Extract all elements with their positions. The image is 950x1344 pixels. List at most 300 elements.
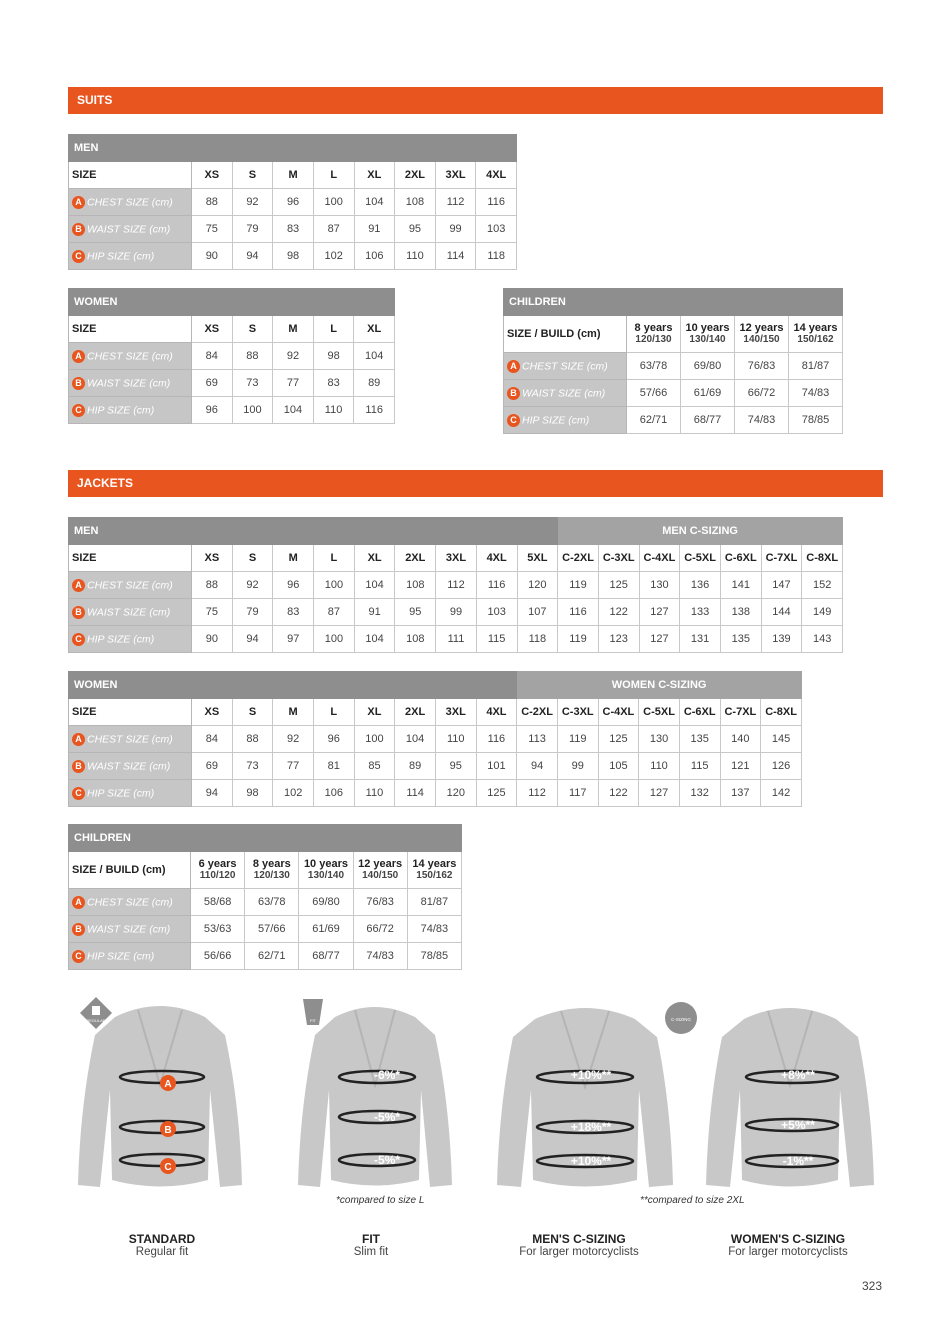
value-cell: 57/66 <box>627 380 681 407</box>
value-cell: 125 <box>598 726 639 753</box>
value-cell: 127 <box>639 599 680 626</box>
size-cell: C-2XL <box>517 699 558 726</box>
measure-text: HIP SIZE (cm) <box>87 403 155 416</box>
table-row-chest <box>69 189 517 216</box>
size-cell: C-2XL <box>558 545 599 572</box>
value-cell: 115 <box>679 753 720 780</box>
badge-a: A <box>164 1079 172 1090</box>
size-cell: L <box>313 699 354 726</box>
value-cell: 106 <box>354 243 395 270</box>
menc-waist-pct: +18%** <box>570 1120 612 1134</box>
value-cell: 104 <box>354 343 395 370</box>
value-cell: 104 <box>273 397 314 424</box>
measure-label-c <box>69 943 191 970</box>
table-title: CHILDREN <box>504 289 843 316</box>
badge-b: B <box>507 387 520 400</box>
size-cell: XS <box>192 699 233 726</box>
value-cell: 132 <box>679 780 720 807</box>
measure-text: HIP SIZE (cm) <box>87 786 155 799</box>
value-cell: 118 <box>476 243 517 270</box>
value-cell: 99 <box>435 216 476 243</box>
value-cell: 147 <box>761 572 802 599</box>
size-label: SIZE <box>69 699 192 726</box>
value-cell: 91 <box>354 599 395 626</box>
caption-subtitle: For larger motorcyclists <box>728 1246 848 1258</box>
measure-text: HIP SIZE (cm) <box>87 949 155 962</box>
value-cell: 100 <box>232 397 273 424</box>
measure-label-c <box>504 407 627 434</box>
value-cell: 118 <box>517 626 558 653</box>
value-cell: 115 <box>476 626 517 653</box>
value-cell: 130 <box>639 726 680 753</box>
size-cell: 3XL <box>436 545 477 572</box>
value-cell: 103 <box>476 216 517 243</box>
caption-men-c-sizing <box>479 1232 679 1258</box>
value-cell: 104 <box>354 626 395 653</box>
fit-waist-pct: -5%* <box>373 1110 401 1124</box>
jackets-women-table <box>68 671 802 807</box>
value-cell: 145 <box>761 726 802 753</box>
caption-title: STANDARD <box>128 1232 196 1246</box>
badge-b: B <box>72 223 85 236</box>
table-row-hip <box>69 943 462 970</box>
value-cell: 92 <box>273 726 314 753</box>
size-row <box>69 545 843 572</box>
measure-label-c <box>69 626 192 653</box>
table-row-waist <box>69 916 462 943</box>
value-cell: 110 <box>313 397 354 424</box>
badge-c: C <box>507 414 520 427</box>
jacket-fit-figure <box>275 995 475 1195</box>
size-cell: L <box>314 545 355 572</box>
value-cell: 81 <box>313 753 354 780</box>
value-cell: 110 <box>395 243 436 270</box>
jacket-standard-figure <box>60 995 260 1195</box>
value-cell: 75 <box>192 216 233 243</box>
value-cell: 144 <box>761 599 802 626</box>
value-cell: 85 <box>354 753 395 780</box>
value-cell: 119 <box>558 626 599 653</box>
value-cell: 122 <box>598 780 639 807</box>
measure-label-c <box>69 397 192 424</box>
value-cell: 108 <box>395 189 436 216</box>
measure-text: CHEST SIZE (cm) <box>87 195 173 208</box>
table-row-chest <box>69 889 462 916</box>
measure-label-a <box>69 343 192 370</box>
table-row-hip <box>504 407 843 434</box>
measure-label-c <box>69 243 192 270</box>
measure-text: WAIST SIZE (cm) <box>522 386 606 399</box>
size-cell: M <box>273 699 314 726</box>
measure-text: WAIST SIZE (cm) <box>87 222 171 235</box>
section-header-jackets: JACKETS <box>68 470 883 497</box>
measure-text: WAIST SIZE (cm) <box>87 605 171 618</box>
value-cell: 143 <box>802 626 843 653</box>
size-cell: XS <box>192 545 233 572</box>
value-cell: 94 <box>192 780 233 807</box>
value-cell: 100 <box>354 726 395 753</box>
measure-text: CHEST SIZE (cm) <box>87 895 173 908</box>
womenc-chest-pct: +8%** <box>781 1068 815 1082</box>
value-cell: 120 <box>517 572 558 599</box>
value-cell: 138 <box>720 599 761 626</box>
page-number: 323 <box>861 1279 882 1293</box>
value-cell: 105 <box>598 753 639 780</box>
age-cell <box>735 316 789 353</box>
value-cell: 95 <box>435 753 476 780</box>
size-cell: S <box>232 699 273 726</box>
measure-text: HIP SIZE (cm) <box>87 249 155 262</box>
value-cell: 137 <box>720 780 761 807</box>
value-cell: 56/66 <box>191 943 245 970</box>
value-cell: 114 <box>435 243 476 270</box>
size-cell: 2XL <box>395 699 436 726</box>
value-cell: 88 <box>232 726 273 753</box>
value-cell: 90 <box>192 243 233 270</box>
value-cell: 121 <box>720 753 761 780</box>
value-cell: 110 <box>639 753 680 780</box>
table-title: WOMEN <box>69 289 395 316</box>
size-cell: C-7XL <box>720 699 761 726</box>
table-title: CHILDREN <box>69 825 462 852</box>
value-cell: 101 <box>476 753 517 780</box>
value-cell: 89 <box>354 370 395 397</box>
measure-label-a <box>69 572 192 599</box>
size-cell: XS <box>192 316 233 343</box>
value-cell: 88 <box>192 189 233 216</box>
value-cell: 126 <box>761 753 802 780</box>
table-title-row <box>504 289 843 316</box>
measure-label-a <box>504 353 627 380</box>
measure-label-b <box>69 753 192 780</box>
value-cell: 99 <box>436 599 477 626</box>
build-label: 130/140 <box>689 334 726 345</box>
size-row <box>504 316 843 353</box>
table-row-waist <box>69 753 802 780</box>
value-cell: 94 <box>232 626 273 653</box>
jacket-women-c-figure <box>690 995 890 1195</box>
badge-c: C <box>72 250 85 263</box>
measure-label-b <box>504 380 627 407</box>
value-cell: 78/85 <box>789 407 843 434</box>
value-cell: 108 <box>395 626 436 653</box>
caption-subtitle: Slim fit <box>353 1246 389 1258</box>
value-cell: 81/87 <box>789 353 843 380</box>
table-title: MEN <box>69 518 558 545</box>
value-cell: 77 <box>273 370 314 397</box>
value-cell: 87 <box>314 599 355 626</box>
age-cell <box>299 852 353 889</box>
value-cell: 131 <box>680 626 721 653</box>
table-row-chest <box>504 353 843 380</box>
value-cell: 62/71 <box>627 407 681 434</box>
value-cell: 66/72 <box>353 916 407 943</box>
badge-a: A <box>72 196 85 209</box>
value-cell: 98 <box>273 243 314 270</box>
measure-text: WAIST SIZE (cm) <box>87 922 171 935</box>
value-cell: 75 <box>192 599 233 626</box>
build-label: 110/120 <box>199 870 236 881</box>
value-cell: 127 <box>639 780 680 807</box>
size-cell: C-5XL <box>680 545 721 572</box>
value-cell: 102 <box>273 780 314 807</box>
measure-label-a <box>69 726 192 753</box>
age-label: 12 years <box>358 858 403 870</box>
table-title-row <box>69 672 802 699</box>
value-cell: 68/77 <box>681 407 735 434</box>
jackets-men-table <box>68 517 843 653</box>
size-cell: S <box>232 545 273 572</box>
table-title-row <box>69 135 517 162</box>
size-cell: M <box>273 316 314 343</box>
value-cell: 95 <box>395 599 436 626</box>
size-cell: C-3XL <box>557 699 598 726</box>
value-cell: 88 <box>232 343 273 370</box>
age-label: 6 years <box>198 858 237 870</box>
size-cell: 2XL <box>395 162 436 189</box>
value-cell: 125 <box>598 572 639 599</box>
value-cell: 73 <box>232 753 273 780</box>
table-row-chest <box>69 726 802 753</box>
build-label: 140/150 <box>743 334 780 345</box>
value-cell: 74/83 <box>407 916 461 943</box>
value-cell: 104 <box>354 189 395 216</box>
value-cell: 69/80 <box>299 889 353 916</box>
size-cell: S <box>232 316 273 343</box>
value-cell: 69 <box>192 753 233 780</box>
value-cell: 142 <box>761 780 802 807</box>
value-cell: 61/69 <box>299 916 353 943</box>
size-cell: XL <box>354 545 395 572</box>
badge-a: A <box>72 896 85 909</box>
note-size-l: *compared to size L <box>336 1195 425 1206</box>
size-cell: 4XL <box>476 545 517 572</box>
fit-chest-pct: -6%* <box>373 1068 401 1082</box>
value-cell: 84 <box>192 343 233 370</box>
size-cell: C-6XL <box>679 699 720 726</box>
size-label: SIZE <box>69 316 192 343</box>
table-row-chest <box>69 572 843 599</box>
size-label: SIZE / BUILD (cm) <box>504 316 627 353</box>
value-cell: 89 <box>395 753 436 780</box>
size-row <box>69 699 802 726</box>
measure-text: CHEST SIZE (cm) <box>87 578 173 591</box>
value-cell: 62/71 <box>245 943 299 970</box>
age-label: 8 years <box>252 858 291 870</box>
value-cell: 57/66 <box>245 916 299 943</box>
size-cell: C-8XL <box>761 699 802 726</box>
value-cell: 111 <box>436 626 477 653</box>
suits-men-table <box>68 134 517 270</box>
value-cell: 112 <box>517 780 558 807</box>
caption-title: WOMEN'S C-SIZING <box>730 1232 846 1246</box>
measure-label-b <box>69 916 191 943</box>
value-cell: 103 <box>476 599 517 626</box>
value-cell: 74/83 <box>735 407 789 434</box>
value-cell: 92 <box>273 343 314 370</box>
value-cell: 110 <box>354 780 395 807</box>
badge-b: B <box>72 760 85 773</box>
measure-label-b <box>69 216 192 243</box>
value-cell: 88 <box>192 572 233 599</box>
badge-a: A <box>72 733 85 746</box>
value-cell: 78/85 <box>407 943 461 970</box>
value-cell: 96 <box>192 397 233 424</box>
measure-text: HIP SIZE (cm) <box>87 632 155 645</box>
value-cell: 92 <box>232 189 273 216</box>
measure-label-b <box>69 599 192 626</box>
value-cell: 104 <box>354 572 395 599</box>
size-cell: C-5XL <box>639 699 680 726</box>
value-cell: 117 <box>557 780 598 807</box>
size-cell: C-6XL <box>720 545 761 572</box>
value-cell: 91 <box>354 216 395 243</box>
measure-text: WAIST SIZE (cm) <box>87 759 171 772</box>
fit-hip-pct: -5%* <box>373 1153 401 1167</box>
value-cell: 83 <box>273 599 314 626</box>
size-cell: M <box>273 162 314 189</box>
measure-label-a <box>69 189 192 216</box>
value-cell: 152 <box>802 572 843 599</box>
value-cell: 61/69 <box>681 380 735 407</box>
value-cell: 76/83 <box>353 889 407 916</box>
size-cell: XS <box>192 162 233 189</box>
value-cell: 120 <box>435 780 476 807</box>
value-cell: 125 <box>476 780 517 807</box>
badge-b: B <box>72 377 85 390</box>
size-cell: XL <box>354 162 395 189</box>
size-cell: C-3XL <box>598 545 639 572</box>
size-cell: L <box>313 162 354 189</box>
age-cell <box>191 852 245 889</box>
table-row-hip <box>69 397 395 424</box>
size-label: SIZE / BUILD (cm) <box>69 852 191 889</box>
measure-text: HIP SIZE (cm) <box>522 413 590 426</box>
build-label: 150/162 <box>797 334 834 345</box>
value-cell: 95 <box>395 216 436 243</box>
badge-c: C <box>72 950 85 963</box>
svg-text:FIT: FIT <box>310 1018 316 1023</box>
size-label: SIZE <box>69 545 192 572</box>
badge-c: C <box>72 787 85 800</box>
value-cell: 98 <box>313 343 354 370</box>
value-cell: 127 <box>639 626 680 653</box>
value-cell: 136 <box>680 572 721 599</box>
age-cell <box>789 316 843 353</box>
value-cell: 141 <box>720 572 761 599</box>
measure-label-b <box>69 370 192 397</box>
age-cell <box>245 852 299 889</box>
value-cell: 96 <box>273 572 314 599</box>
size-cell: 4XL <box>476 162 517 189</box>
age-label: 10 years <box>685 322 730 334</box>
age-cell <box>681 316 735 353</box>
caption-subtitle: Regular fit <box>135 1246 189 1258</box>
jacket-men-c-figure <box>485 995 685 1195</box>
caption-women-c-sizing <box>688 1232 888 1258</box>
value-cell: 77 <box>273 753 314 780</box>
table-row-waist <box>69 599 843 626</box>
table-row-hip <box>69 780 802 807</box>
build-label: 150/162 <box>416 870 453 881</box>
value-cell: 79 <box>232 216 273 243</box>
size-cell: C-7XL <box>761 545 802 572</box>
measure-text: CHEST SIZE (cm) <box>87 349 173 362</box>
table-row-waist <box>69 370 395 397</box>
value-cell: 110 <box>435 726 476 753</box>
value-cell: 96 <box>313 726 354 753</box>
value-cell: 81/87 <box>407 889 461 916</box>
table-title-row <box>69 825 462 852</box>
badge-b: B <box>164 1125 172 1136</box>
size-cell: S <box>232 162 273 189</box>
value-cell: 90 <box>192 626 233 653</box>
value-cell: 122 <box>598 599 639 626</box>
value-cell: 74/83 <box>789 380 843 407</box>
build-label: 120/130 <box>253 870 290 881</box>
badge-c: C <box>72 404 85 417</box>
section-header-suits: SUITS <box>68 87 883 114</box>
age-label: 12 years <box>739 322 784 334</box>
value-cell: 53/63 <box>191 916 245 943</box>
size-cell: 3XL <box>435 699 476 726</box>
age-label: 14 years <box>793 322 838 334</box>
size-cell: L <box>313 316 354 343</box>
table-row-hip <box>69 243 517 270</box>
note-size-2xl: **compared to size 2XL <box>640 1195 745 1206</box>
table-row-waist <box>69 216 517 243</box>
value-cell: 149 <box>802 599 843 626</box>
value-cell: 116 <box>476 726 517 753</box>
svg-text:C-SIZING: C-SIZING <box>671 1017 691 1022</box>
table-row-waist <box>504 380 843 407</box>
value-cell: 112 <box>435 189 476 216</box>
menc-chest-pct: +10%** <box>570 1068 612 1082</box>
size-row <box>69 162 517 189</box>
age-label: 8 years <box>634 322 673 334</box>
measure-label-a <box>69 889 191 916</box>
value-cell: 113 <box>517 726 558 753</box>
badge-c: C <box>164 1162 172 1173</box>
value-cell: 100 <box>313 189 354 216</box>
caption-title: MEN'S C-SIZING <box>532 1232 626 1246</box>
c-sizing-title: MEN C-SIZING <box>558 518 843 545</box>
size-cell: C-4XL <box>639 545 680 572</box>
caption-subtitle: For larger motorcyclists <box>519 1246 639 1258</box>
table-title-row <box>69 289 395 316</box>
size-cell: M <box>273 545 314 572</box>
build-label: 130/140 <box>307 870 345 881</box>
measure-text: WAIST SIZE (cm) <box>87 376 171 389</box>
table-row-chest <box>69 343 395 370</box>
value-cell: 99 <box>557 753 598 780</box>
size-cell: C-4XL <box>598 699 639 726</box>
value-cell: 133 <box>680 599 721 626</box>
value-cell: 107 <box>517 599 558 626</box>
c-sizing-title: WOMEN C-SIZING <box>517 672 802 699</box>
value-cell: 116 <box>558 599 599 626</box>
value-cell: 112 <box>436 572 477 599</box>
build-label: 120/130 <box>635 334 672 345</box>
value-cell: 116 <box>476 572 517 599</box>
table-title: MEN <box>69 135 517 162</box>
value-cell: 100 <box>314 626 355 653</box>
value-cell: 83 <box>273 216 314 243</box>
age-label: 10 years <box>303 858 348 870</box>
value-cell: 130 <box>639 572 680 599</box>
value-cell: 66/72 <box>735 380 789 407</box>
value-cell: 119 <box>558 572 599 599</box>
